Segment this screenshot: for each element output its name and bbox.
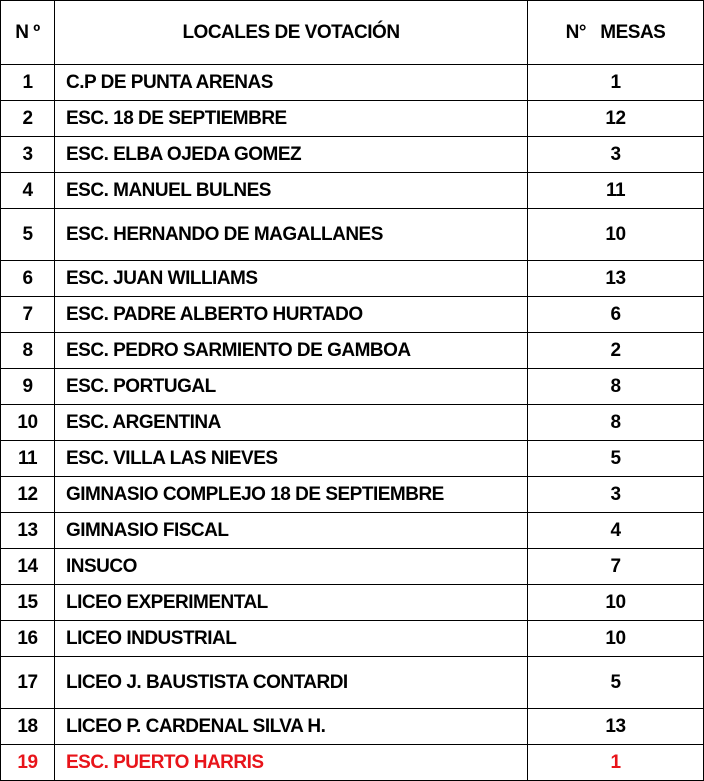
header-locales: LOCALES DE VOTACIÓN <box>55 1 528 65</box>
location-name: ESC. ARGENTINA <box>55 405 528 441</box>
location-name: ESC. VILLA LAS NIEVES <box>55 441 528 477</box>
mesas-count: 10 <box>528 585 704 621</box>
row-number: 19 <box>1 745 55 781</box>
row-number: 3 <box>1 137 55 173</box>
location-name: INSUCO <box>55 549 528 585</box>
header-mesas: N° MESAS <box>528 1 704 65</box>
mesas-count: 8 <box>528 369 704 405</box>
mesas-count: 5 <box>528 657 704 709</box>
location-name: ESC. PORTUGAL <box>55 369 528 405</box>
location-name: LICEO J. BAUSTISTA CONTARDI <box>55 657 528 709</box>
mesas-count: 1 <box>528 745 704 781</box>
row-number: 4 <box>1 173 55 209</box>
table-row <box>1 101 704 137</box>
header-number: N º <box>1 1 55 65</box>
table-row <box>1 405 704 441</box>
row-number: 10 <box>1 405 55 441</box>
row-number: 9 <box>1 369 55 405</box>
mesas-count: 11 <box>528 173 704 209</box>
table-row <box>1 173 704 209</box>
mesas-count: 3 <box>528 477 704 513</box>
location-name: ESC. MANUEL BULNES <box>55 173 528 209</box>
mesas-count: 4 <box>528 513 704 549</box>
table-row <box>1 333 704 369</box>
mesas-count: 12 <box>528 101 704 137</box>
table-row <box>1 137 704 173</box>
row-number: 17 <box>1 657 55 709</box>
location-name: GIMNASIO COMPLEJO 18 DE SEPTIEMBRE <box>55 477 528 513</box>
table-row <box>1 549 704 585</box>
table-row <box>1 585 704 621</box>
location-name: LICEO P. CARDENAL SILVA H. <box>55 709 528 745</box>
mesas-count: 10 <box>528 209 704 261</box>
row-number: 18 <box>1 709 55 745</box>
mesas-count: 7 <box>528 549 704 585</box>
row-number: 16 <box>1 621 55 657</box>
location-name: LICEO EXPERIMENTAL <box>55 585 528 621</box>
row-number: 7 <box>1 297 55 333</box>
row-number: 5 <box>1 209 55 261</box>
row-number: 8 <box>1 333 55 369</box>
location-name: C.P DE PUNTA ARENAS <box>55 65 528 101</box>
row-number: 6 <box>1 261 55 297</box>
location-name: GIMNASIO FISCAL <box>55 513 528 549</box>
table-row <box>1 477 704 513</box>
mesas-count: 13 <box>528 709 704 745</box>
table-row <box>1 657 704 709</box>
mesas-count: 2 <box>528 333 704 369</box>
table-row <box>1 261 704 297</box>
row-number: 1 <box>1 65 55 101</box>
table-row <box>1 209 704 261</box>
location-name: LICEO INDUSTRIAL <box>55 621 528 657</box>
row-number: 13 <box>1 513 55 549</box>
mesas-count: 6 <box>528 297 704 333</box>
row-number: 14 <box>1 549 55 585</box>
table-row <box>1 441 704 477</box>
row-number: 15 <box>1 585 55 621</box>
location-name: ESC. ELBA OJEDA GOMEZ <box>55 137 528 173</box>
mesas-count: 3 <box>528 137 704 173</box>
location-name: ESC. PEDRO SARMIENTO DE GAMBOA <box>55 333 528 369</box>
table-row <box>1 297 704 333</box>
table-row <box>1 621 704 657</box>
mesas-count: 5 <box>528 441 704 477</box>
table-body <box>1 65 704 781</box>
location-name: ESC. PUERTO HARRIS <box>55 745 528 781</box>
table-row <box>1 369 704 405</box>
row-number: 12 <box>1 477 55 513</box>
location-name: ESC. HERNANDO DE MAGALLANES <box>55 209 528 261</box>
location-name: ESC. 18 DE SEPTIEMBRE <box>55 101 528 137</box>
row-number: 11 <box>1 441 55 477</box>
mesas-count: 13 <box>528 261 704 297</box>
location-name: ESC. JUAN WILLIAMS <box>55 261 528 297</box>
table-row <box>1 513 704 549</box>
table-row-highlighted <box>1 745 704 781</box>
mesas-count: 1 <box>528 65 704 101</box>
location-name: ESC. PADRE ALBERTO HURTADO <box>55 297 528 333</box>
mesas-count: 10 <box>528 621 704 657</box>
row-number: 2 <box>1 101 55 137</box>
table-row <box>1 65 704 101</box>
header-row <box>1 1 704 65</box>
mesas-count: 8 <box>528 405 704 441</box>
table-row <box>1 709 704 745</box>
